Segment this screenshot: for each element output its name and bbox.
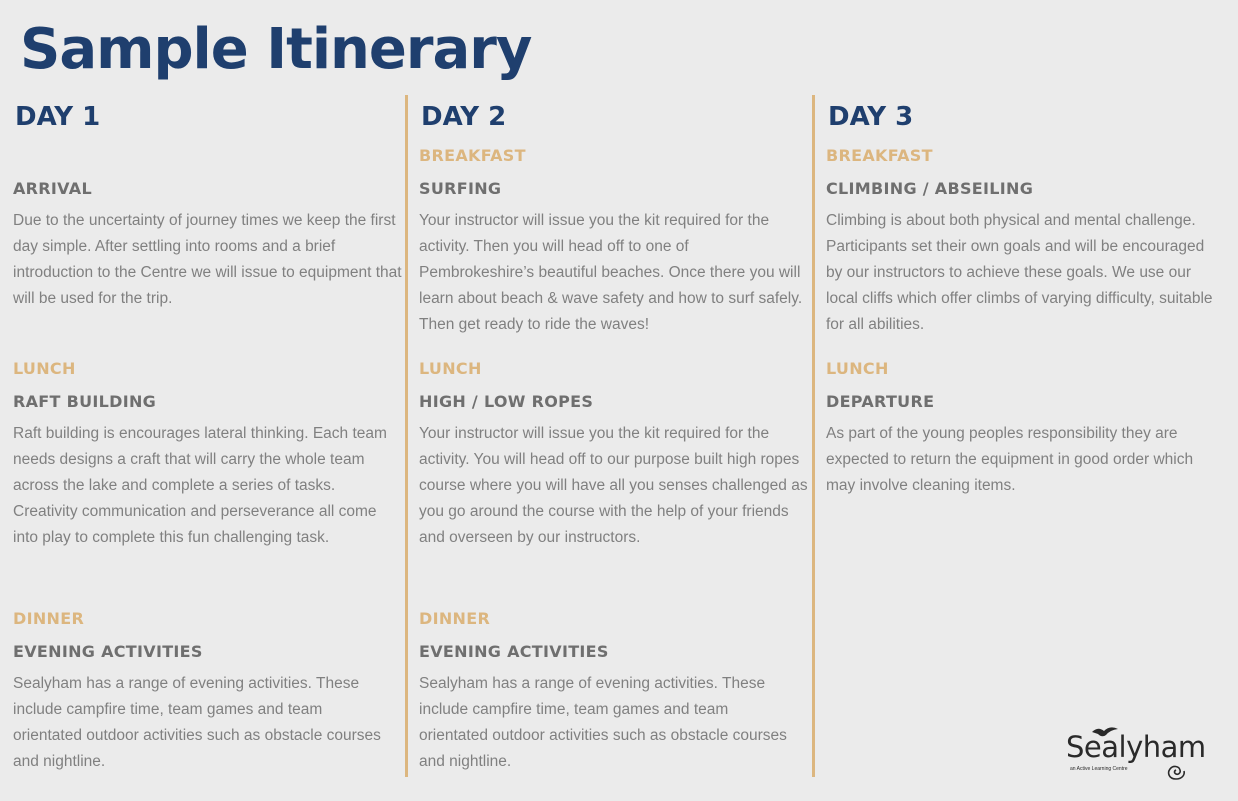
day-1-arrival-text: Due to the uncertainty of journey times we keep the first day simple. After settling into rooms and a brief introduction to the Centre we will issue to equipment that will be used for the trip. <box>13 212 402 307</box>
day-2-evening-title: EVENING ACTIVITIES <box>419 642 609 661</box>
day-3-heading: DAY 3 <box>828 102 914 132</box>
day-1-afternoon-title: RAFT BUILDING <box>13 392 157 411</box>
sealyham-logo <box>1064 724 1214 784</box>
day-3-afternoon-title: DEPARTURE <box>826 392 935 411</box>
day-1-evening-title: EVENING ACTIVITIES <box>13 642 203 661</box>
logo-wordmark: Sealyham <box>1066 730 1206 764</box>
day-1-heading: DAY 1 <box>15 102 101 132</box>
page-title: Sample Itinerary <box>20 17 532 82</box>
day-3-breakfast-label: BREAKFAST <box>826 146 933 165</box>
day-2-dinner-label: DINNER <box>419 609 491 628</box>
day-1-afternoon-text: Raft building is encourages lateral thinking. Each team needs designs a craft that will carry the whole team across the lake and complete a series of tasks. Creativity communication and perseverance all come into play to complete this fun challenging task. <box>13 425 387 546</box>
day-1-dinner-label: DINNER <box>13 609 85 628</box>
day-2-afternoon-title: HIGH / LOW ROPES <box>419 392 594 411</box>
day-2-morning-text: Your instructor will issue you the kit required for the activity. Then you will head off to one of Pembrokeshire’s beautiful beaches. Once there you will learn about beach & wave safety and how to surf safely. Then get ready to ride the waves! <box>419 212 803 333</box>
day-3-morning-text: Climbing is about both physical and mental challenge. Participants set their own goals and will be encouraged by our instructors to achieve these goals. We use our local cliffs which offer climbs of varying difficulty, suitable for all abilities. <box>826 212 1213 333</box>
day-2-evening-text: Sealyham has a range of evening activities. These include campfire time, team games and team orientated outdoor activities such as obstacle courses and nightline. <box>419 675 787 770</box>
day-3-lunch-label: LUNCH <box>826 359 889 378</box>
shell-icon <box>1164 758 1188 782</box>
day-2-afternoon-text: Your instructor will issue you the kit required for the activity. You will head off to our purpose built high ropes course where you will have all you senses challenged as you go around the course with the help of your friends and overseen by our instructors. <box>419 425 808 546</box>
day-1-lunch-label: LUNCH <box>13 359 76 378</box>
column-divider-1 <box>405 95 408 777</box>
logo-tagline: an Active Learning Centre <box>1070 766 1128 772</box>
day-2-breakfast-label: BREAKFAST <box>419 146 526 165</box>
day-2-heading: DAY 2 <box>421 102 507 132</box>
day-1-evening-text: Sealyham has a range of evening activities. These include campfire time, team games and team orientated outdoor activities such as obstacle courses and nightline. <box>13 675 381 770</box>
day-3-morning-title: CLIMBING / ABSEILING <box>826 179 1034 198</box>
day-2-lunch-label: LUNCH <box>419 359 482 378</box>
day-3-afternoon-text: As part of the young peoples responsibility they are expected to return the equipment in good order which may involve cleaning items. <box>826 425 1194 494</box>
day-2-morning-title: SURFING <box>419 179 502 198</box>
day-1-arrival-title: ARRIVAL <box>13 179 92 198</box>
column-divider-2 <box>812 95 815 777</box>
